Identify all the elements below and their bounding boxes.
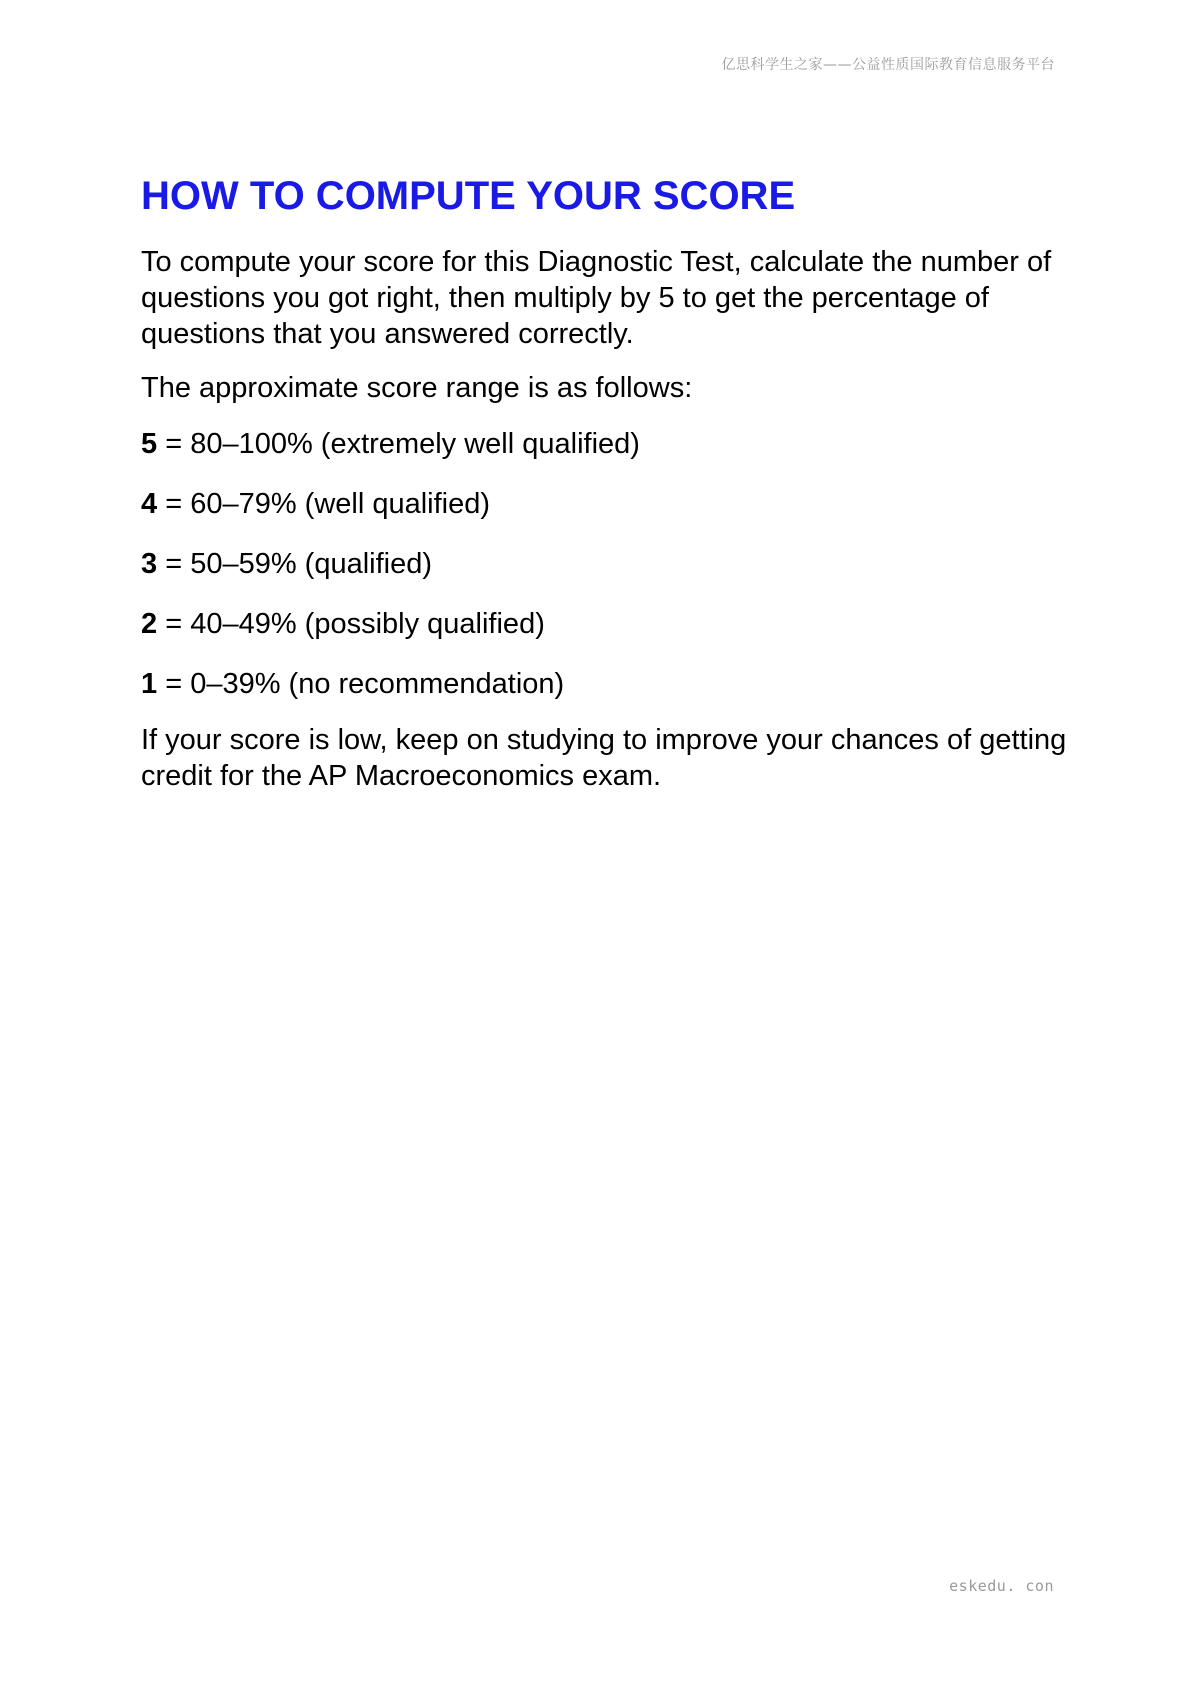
score-range-item	[141, 606, 1101, 642]
score-range-item	[141, 486, 1101, 522]
score-description: = 50–59% (qualified)	[165, 548, 433, 580]
score-range-list	[141, 426, 1101, 702]
score-range-item	[141, 666, 1101, 702]
main-content	[141, 170, 1101, 812]
score-value: 5	[141, 428, 158, 460]
score-value: 1	[141, 668, 158, 700]
score-description: = 60–79% (well qualified)	[165, 488, 491, 520]
score-value: 2	[141, 608, 158, 640]
score-description: = 40–49% (possibly qualified)	[165, 608, 545, 640]
header-source-note: 亿思科学生之家——公益性质国际教育信息服务平台	[721, 57, 1055, 73]
score-value: 3	[141, 548, 158, 580]
score-value: 4	[141, 488, 158, 520]
page-title: HOW TO COMPUTE YOUR SCORE	[141, 174, 796, 218]
score-description: = 80–100% (extremely well qualified)	[165, 428, 640, 460]
closing-paragraph: If your score is low, keep on studying to improve your chances of getting credit for the AP Macroeconomics exam.	[141, 724, 1067, 792]
score-range-item	[141, 546, 1101, 582]
intro-paragraph: To compute your score for this Diagnostic Test, calculate the number of questions you got right, then multiply by 5 to get the percentage of questions that you answered correctly.	[141, 246, 1052, 350]
range-intro-paragraph: The approximate score range is as follows:	[141, 372, 693, 404]
score-range-item	[141, 426, 1101, 462]
footer-site-watermark: eskedu. con	[949, 1577, 1054, 1595]
score-description: = 0–39% (no recommendation)	[165, 668, 565, 700]
